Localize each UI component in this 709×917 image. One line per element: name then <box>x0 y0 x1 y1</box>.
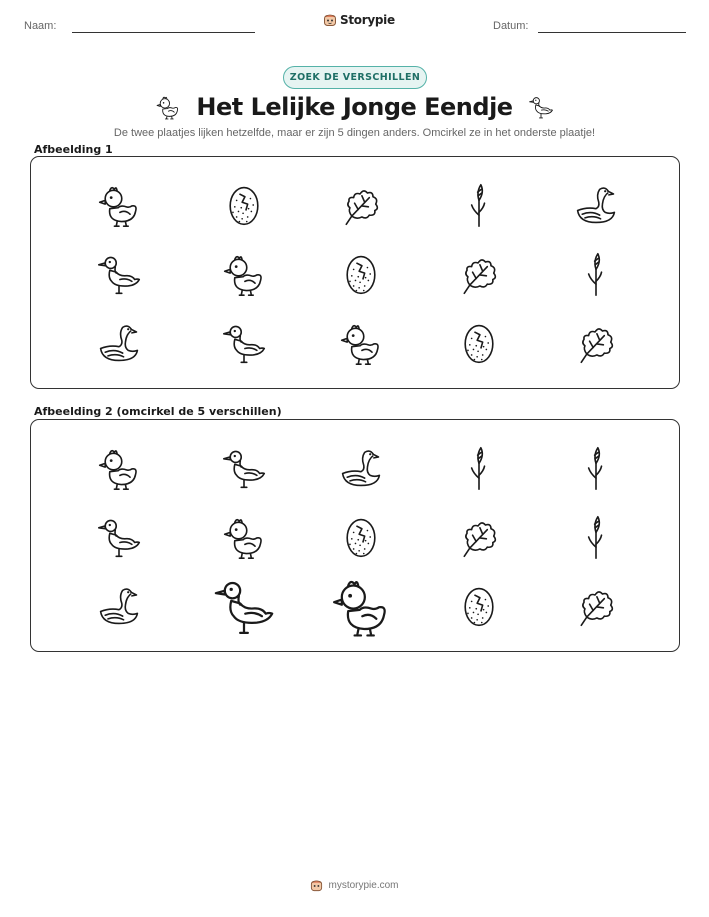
picture1-panel <box>30 156 680 389</box>
leaf-icon <box>573 583 619 629</box>
picture-cell <box>429 309 529 377</box>
picture-cell <box>546 240 646 308</box>
footer <box>0 879 709 892</box>
picture-cell <box>194 240 294 308</box>
name-label: Naam: <box>24 20 57 32</box>
leaf-icon <box>456 251 502 297</box>
date-line[interactable] <box>538 32 686 33</box>
swan-icon <box>338 445 384 491</box>
duck-icon <box>221 445 267 491</box>
picture-cell[interactable] <box>429 434 529 502</box>
name-line[interactable] <box>72 32 255 33</box>
picture-cell[interactable] <box>546 434 646 502</box>
picture2-label: Afbeelding 2 (omcirkel de 5 verschillen) <box>34 405 282 418</box>
swan-icon <box>573 182 619 228</box>
duck-icon <box>527 94 555 120</box>
picture-cell[interactable] <box>429 572 529 640</box>
duckling-icon <box>329 574 393 638</box>
swan-icon <box>96 320 142 366</box>
picture-cell <box>311 309 411 377</box>
picture-cell[interactable] <box>311 434 411 502</box>
picture-cell <box>311 240 411 308</box>
brand-name: Storypie <box>340 13 395 27</box>
storypie-mascot-icon <box>310 879 323 892</box>
duck-icon <box>96 514 142 560</box>
picture1-label: Afbeelding 1 <box>34 143 113 156</box>
picture-cell <box>429 240 529 308</box>
picture-cell[interactable] <box>69 503 169 571</box>
reed-icon <box>573 251 619 297</box>
picture-cell[interactable] <box>69 434 169 502</box>
duckling-icon <box>96 445 142 491</box>
duckling-icon <box>154 94 182 120</box>
picture-cell <box>546 309 646 377</box>
title-row <box>0 90 709 124</box>
picture-cell[interactable] <box>546 572 646 640</box>
picture2-panel[interactable] <box>30 419 680 652</box>
footer-url[interactable]: mystorypie.com <box>328 880 399 891</box>
egg-icon <box>456 583 502 629</box>
egg-icon <box>221 182 267 228</box>
picture-cell <box>69 171 169 239</box>
brand-logo <box>323 13 395 27</box>
page-title: Het Lelijke Jonge Eendje <box>196 93 513 121</box>
instructions: De twee plaatjes lijken hetzelfde, maar er zijn 5 dingen anders. Omcirkel ze in het onderste plaatje! <box>113 127 596 139</box>
picture-cell <box>429 171 529 239</box>
egg-icon <box>338 514 384 560</box>
picture-cell[interactable] <box>429 503 529 571</box>
picture-cell <box>69 240 169 308</box>
reed-icon <box>573 445 619 491</box>
activity-badge: ZOEK DE VERSCHILLEN <box>283 66 427 89</box>
leaf-icon <box>338 182 384 228</box>
picture-cell[interactable] <box>194 503 294 571</box>
duck-icon <box>212 574 276 638</box>
picture-cell <box>69 309 169 377</box>
picture-cell[interactable] <box>194 572 294 640</box>
reed-icon <box>456 182 502 228</box>
egg-icon <box>338 251 384 297</box>
picture-cell <box>546 171 646 239</box>
picture-cell[interactable] <box>69 572 169 640</box>
reed-icon <box>456 445 502 491</box>
duckling-icon <box>338 320 384 366</box>
picture-cell[interactable] <box>194 434 294 502</box>
picture-cell <box>194 309 294 377</box>
leaf-icon <box>573 320 619 366</box>
swan-icon <box>96 583 142 629</box>
picture-cell[interactable] <box>546 503 646 571</box>
storypie-mascot-icon <box>323 13 337 27</box>
leaf-icon <box>456 514 502 560</box>
picture-cell <box>311 171 411 239</box>
duck-icon <box>221 320 267 366</box>
duckling-icon <box>221 514 267 560</box>
picture-cell <box>194 171 294 239</box>
duckling-icon <box>96 182 142 228</box>
date-label: Datum: <box>493 20 529 32</box>
duckling-icon <box>221 251 267 297</box>
reed-icon <box>573 514 619 560</box>
picture-cell[interactable] <box>311 572 411 640</box>
picture-cell[interactable] <box>311 503 411 571</box>
duck-icon <box>96 251 142 297</box>
egg-icon <box>456 320 502 366</box>
